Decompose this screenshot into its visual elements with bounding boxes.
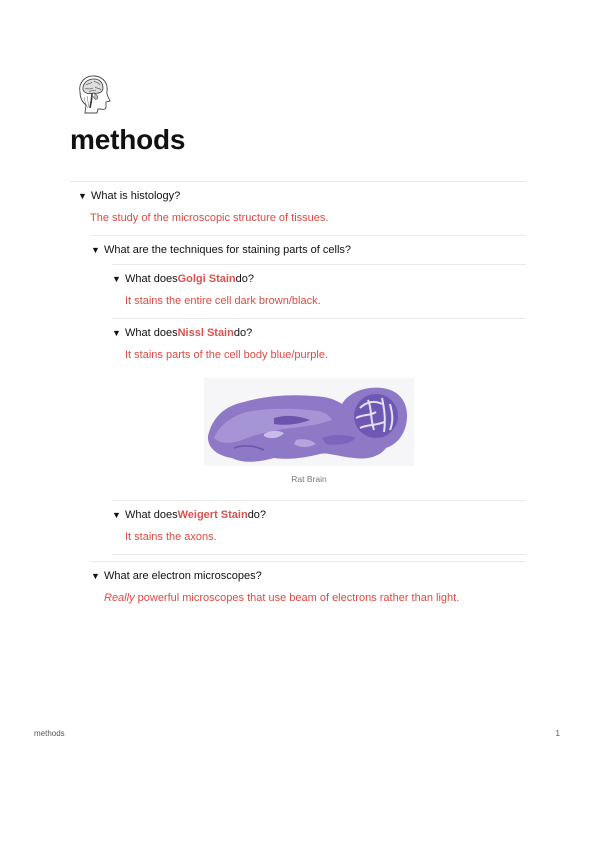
question-techniques: What are the techniques for staining parts of cells? [104, 244, 352, 256]
toggle-electron [91, 561, 526, 605]
question-nissl-post: do? [233, 327, 253, 339]
toggle-nissl [112, 318, 526, 484]
answer-electron-emphasis: Really [104, 592, 135, 604]
page-content [70, 181, 526, 615]
stain-name-weigert: Weigert Stain [177, 509, 248, 521]
toggle-summary-weigert[interactable] [112, 501, 526, 529]
toggle-arrow-icon[interactable]: ▼ [112, 328, 121, 338]
question-golgi-pre: What does [125, 273, 178, 285]
question-weigert-post: do? [247, 509, 267, 521]
answer-histology: The study of the microscopic structure of tissues. [90, 212, 329, 224]
toggle-histology [70, 181, 526, 605]
stain-name-golgi: Golgi Stain [177, 273, 236, 285]
toggle-techniques [91, 235, 526, 561]
question-nissl-pre: What does [125, 327, 178, 339]
toggle-arrow-icon[interactable]: ▼ [91, 245, 100, 255]
figure-caption: Rat Brain [291, 474, 327, 484]
toggle-summary-nissl[interactable] [112, 319, 526, 347]
toggle-summary-electron[interactable] [91, 562, 526, 590]
toggle-arrow-icon[interactable]: ▼ [112, 274, 121, 284]
question-electron: What are electron microscopes? [104, 570, 262, 582]
figure-rat-brain [204, 378, 414, 484]
toggle-arrow-icon[interactable]: ▼ [112, 510, 121, 520]
answer-nissl: It stains parts of the cell body blue/purple. [125, 349, 329, 361]
answer-electron-rest: powerful microscopes that use beam of electrons rather than light. [134, 592, 460, 604]
question-golgi-post: do? [235, 273, 255, 285]
question-histology: What is histology? [91, 190, 181, 202]
toggle-summary-techniques[interactable] [91, 236, 526, 264]
answer-golgi: It stains the entire cell dark brown/black. [125, 295, 321, 307]
toggle-summary-golgi[interactable] [112, 265, 526, 293]
rat-brain-image [204, 378, 414, 466]
footer-title: methods [34, 729, 65, 738]
toggle-summary-histology[interactable] [78, 182, 526, 210]
toggle-golgi [112, 264, 526, 308]
toggle-arrow-icon[interactable]: ▼ [78, 191, 87, 201]
toggle-arrow-icon[interactable]: ▼ [91, 571, 100, 581]
divider [112, 554, 526, 561]
page-title: methods [70, 124, 186, 155]
answer-weigert: It stains the axons. [125, 531, 217, 543]
stain-name-nissl: Nissl Stain [177, 327, 234, 339]
footer-page-number: 1 [555, 729, 560, 738]
question-weigert-pre: What does [125, 509, 178, 521]
answer-electron [104, 591, 526, 605]
toggle-weigert [112, 500, 526, 544]
brain-head-icon [70, 70, 114, 114]
